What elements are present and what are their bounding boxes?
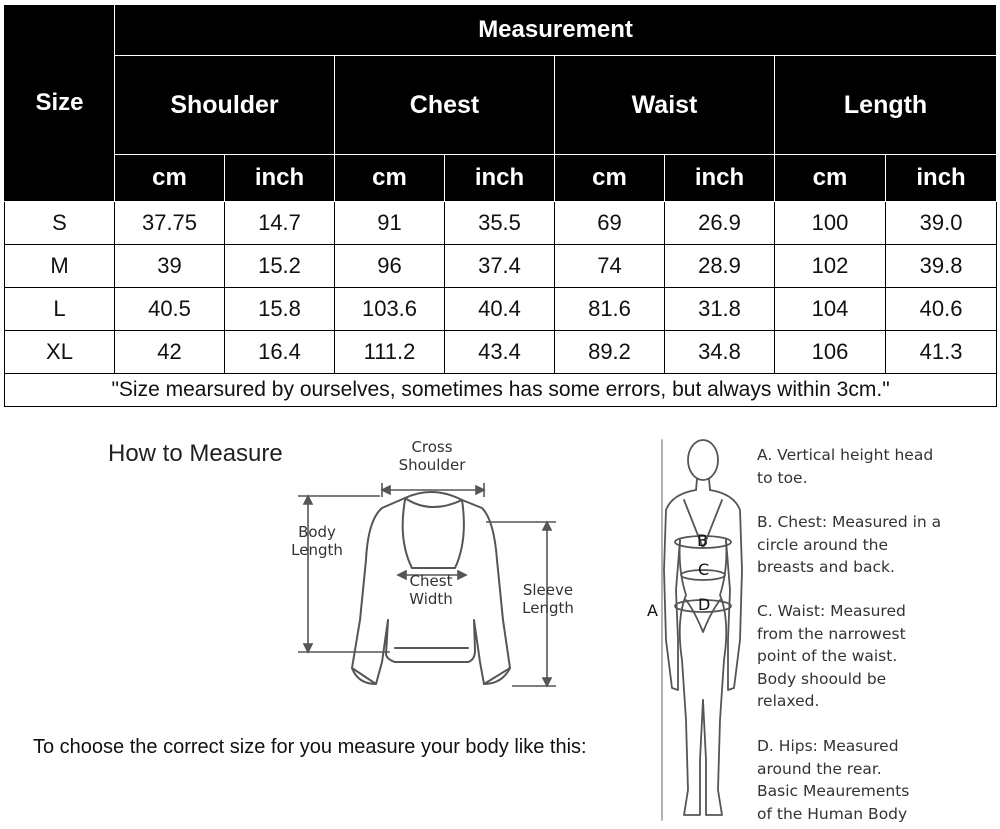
size-cell: XL [5,331,115,374]
table-cell: 100 [775,202,886,245]
choose-size-instruction: To choose the correct size for you measure your body like this: [33,736,587,758]
table-cell: 111.2 [335,331,445,374]
table-cell: 37.75 [115,202,225,245]
table-cell: 39.8 [886,245,997,288]
table-cell: 35.5 [445,202,555,245]
shoulder-header: Shoulder [115,56,335,155]
size-cell: M [5,245,115,288]
measurement-header: Measurement [115,5,997,56]
chest-width-label: Chest Width [409,572,453,608]
table-cell: 81.6 [555,288,665,331]
unit-header: cm [555,155,665,202]
unit-header: inch [886,155,997,202]
table-cell: 40.6 [886,288,997,331]
table-cell: 31.8 [665,288,775,331]
body-label-a: A [647,601,658,620]
table-cell: 74 [555,245,665,288]
unit-header: cm [775,155,886,202]
table-cell: 103.6 [335,288,445,331]
size-chart-table [4,4,997,407]
sleeve-length-label: Sleeve Length [522,581,574,617]
table-row [5,331,997,374]
table-cell: 96 [335,245,445,288]
table-cell: 69 [555,202,665,245]
body-label-b: B [697,531,708,550]
unit-header: inch [445,155,555,202]
table-cell: 43.4 [445,331,555,374]
table-cell: 39 [115,245,225,288]
table-cell: 26.9 [665,202,775,245]
table-cell: 42 [115,331,225,374]
unit-header: cm [115,155,225,202]
table-row [5,245,997,288]
table-cell: 40.4 [445,288,555,331]
table-cell: 34.8 [665,331,775,374]
size-cell: S [5,202,115,245]
note-c: C. Waist: Measured from the narrowest point of the waist. Body shoould be relaxed. [757,602,906,710]
note-a: A. Vertical height head to toe. [757,446,934,487]
size-cell: L [5,288,115,331]
table-cell: 16.4 [225,331,335,374]
unit-header: cm [335,155,445,202]
table-cell: 39.0 [886,202,997,245]
table-cell: 41.3 [886,331,997,374]
table-cell: 89.2 [555,331,665,374]
size-header: Size [5,5,115,202]
table-cell: 15.2 [225,245,335,288]
table-cell: 106 [775,331,886,374]
chest-header: Chest [335,56,555,155]
table-cell: 37.4 [445,245,555,288]
table-cell: 15.8 [225,288,335,331]
length-header: Length [775,56,997,155]
table-row [5,288,997,331]
how-to-measure-title: How to Measure [108,440,283,467]
body-length-label: Body Length [291,523,343,559]
unit-header: inch [225,155,335,202]
table-cell: 104 [775,288,886,331]
table-row [5,202,997,245]
table-cell: 14.7 [225,202,335,245]
table-cell: 91 [335,202,445,245]
note-d: D. Hips: Measured around the rear. Basic Meaurements of the Human Body [757,737,910,823]
note-b: B. Chest: Measured in a circle around the breasts and back. [757,513,942,576]
table-cell: 28.9 [665,245,775,288]
body-label-d: D [698,595,711,614]
table-cell: 40.5 [115,288,225,331]
table-cell: 102 [775,245,886,288]
waist-header: Waist [555,56,775,155]
body-label-c: C [698,560,710,579]
unit-header: inch [665,155,775,202]
measurement-note: "Size mearsured by ourselves, sometimes has some errors, but always within 3cm." [5,374,997,407]
cross-shoulder-label: Cross Shoulder [398,438,466,474]
